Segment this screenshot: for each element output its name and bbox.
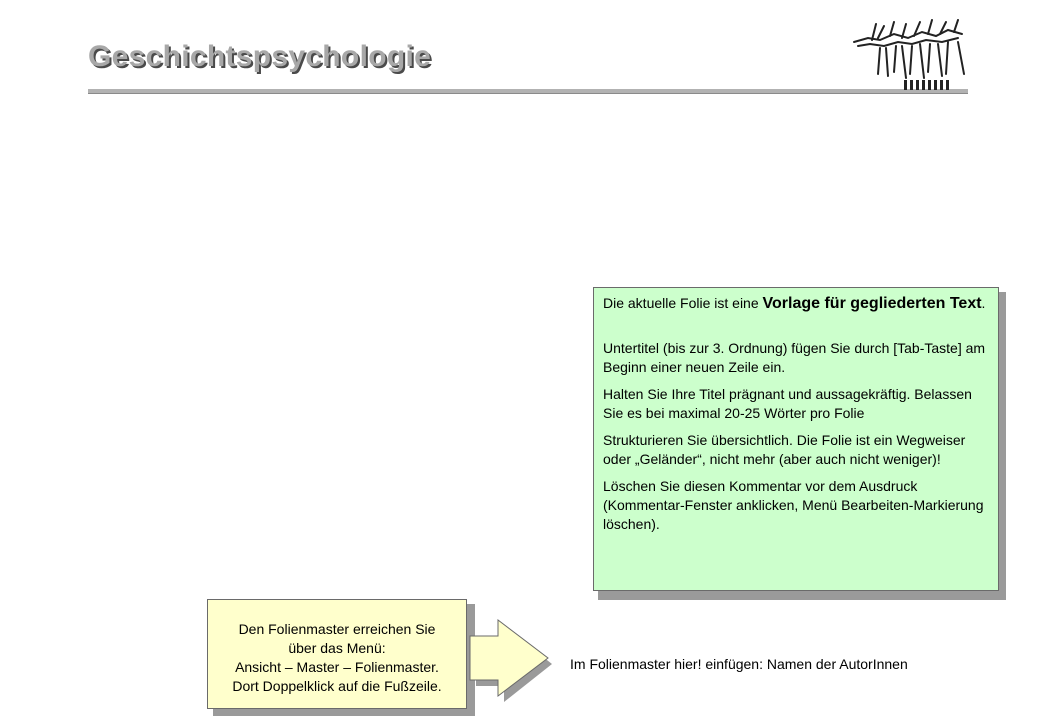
comment-paragraph: Halten Sie Ihre Titel prägnant und aussagekräftig. Belassen Sie es bei maximal 20-25 Wörter pro Folie [603, 386, 972, 421]
note-line: über das Menü: [288, 640, 386, 656]
comment-paragraph: Untertitel (bis zur 3. Ordnung) fügen Sie durch [Tab-Taste] am Beginn einer neuen Zeile ein. [603, 340, 986, 375]
note-line: Dort Doppelklick auf die Fußzeile. [232, 678, 442, 694]
footer-author-placeholder[interactable]: Im Folienmaster hier! einfügen: Namen der AutorInnen [570, 656, 908, 672]
comment-lead-period: . [981, 295, 986, 311]
note-line: Den Folienmaster erreichen Sie [238, 621, 436, 637]
comment-paragraph: Löschen Sie diesen Kommentar vor dem Ausdruck (Kommentar-Fenster anklicken, Menü Bearbeiten-Markierung löschen). [603, 478, 984, 532]
comment-lead-intro: Die aktuelle Folie ist eine [603, 295, 763, 311]
slide-title[interactable]: Geschichtspsychologie [88, 40, 432, 73]
comment-paragraph: Strukturieren Sie übersichtlich. Die Folie ist ein Wegweiser oder „Geländer“, nicht mehr (aber auch nicht weniger)! [603, 432, 966, 467]
comment-lead [603, 294, 987, 313]
title-underline [88, 89, 968, 94]
comment-lead-emphasis: Vorlage für gegliederten Text [762, 295, 982, 312]
master-hint-note[interactable] [207, 599, 467, 709]
template-comment-box[interactable] [593, 287, 999, 591]
right-arrow-shape [466, 618, 558, 704]
note-line: Ansicht – Master – Folienmaster. [235, 659, 439, 675]
cave-painting-logo [850, 16, 970, 94]
